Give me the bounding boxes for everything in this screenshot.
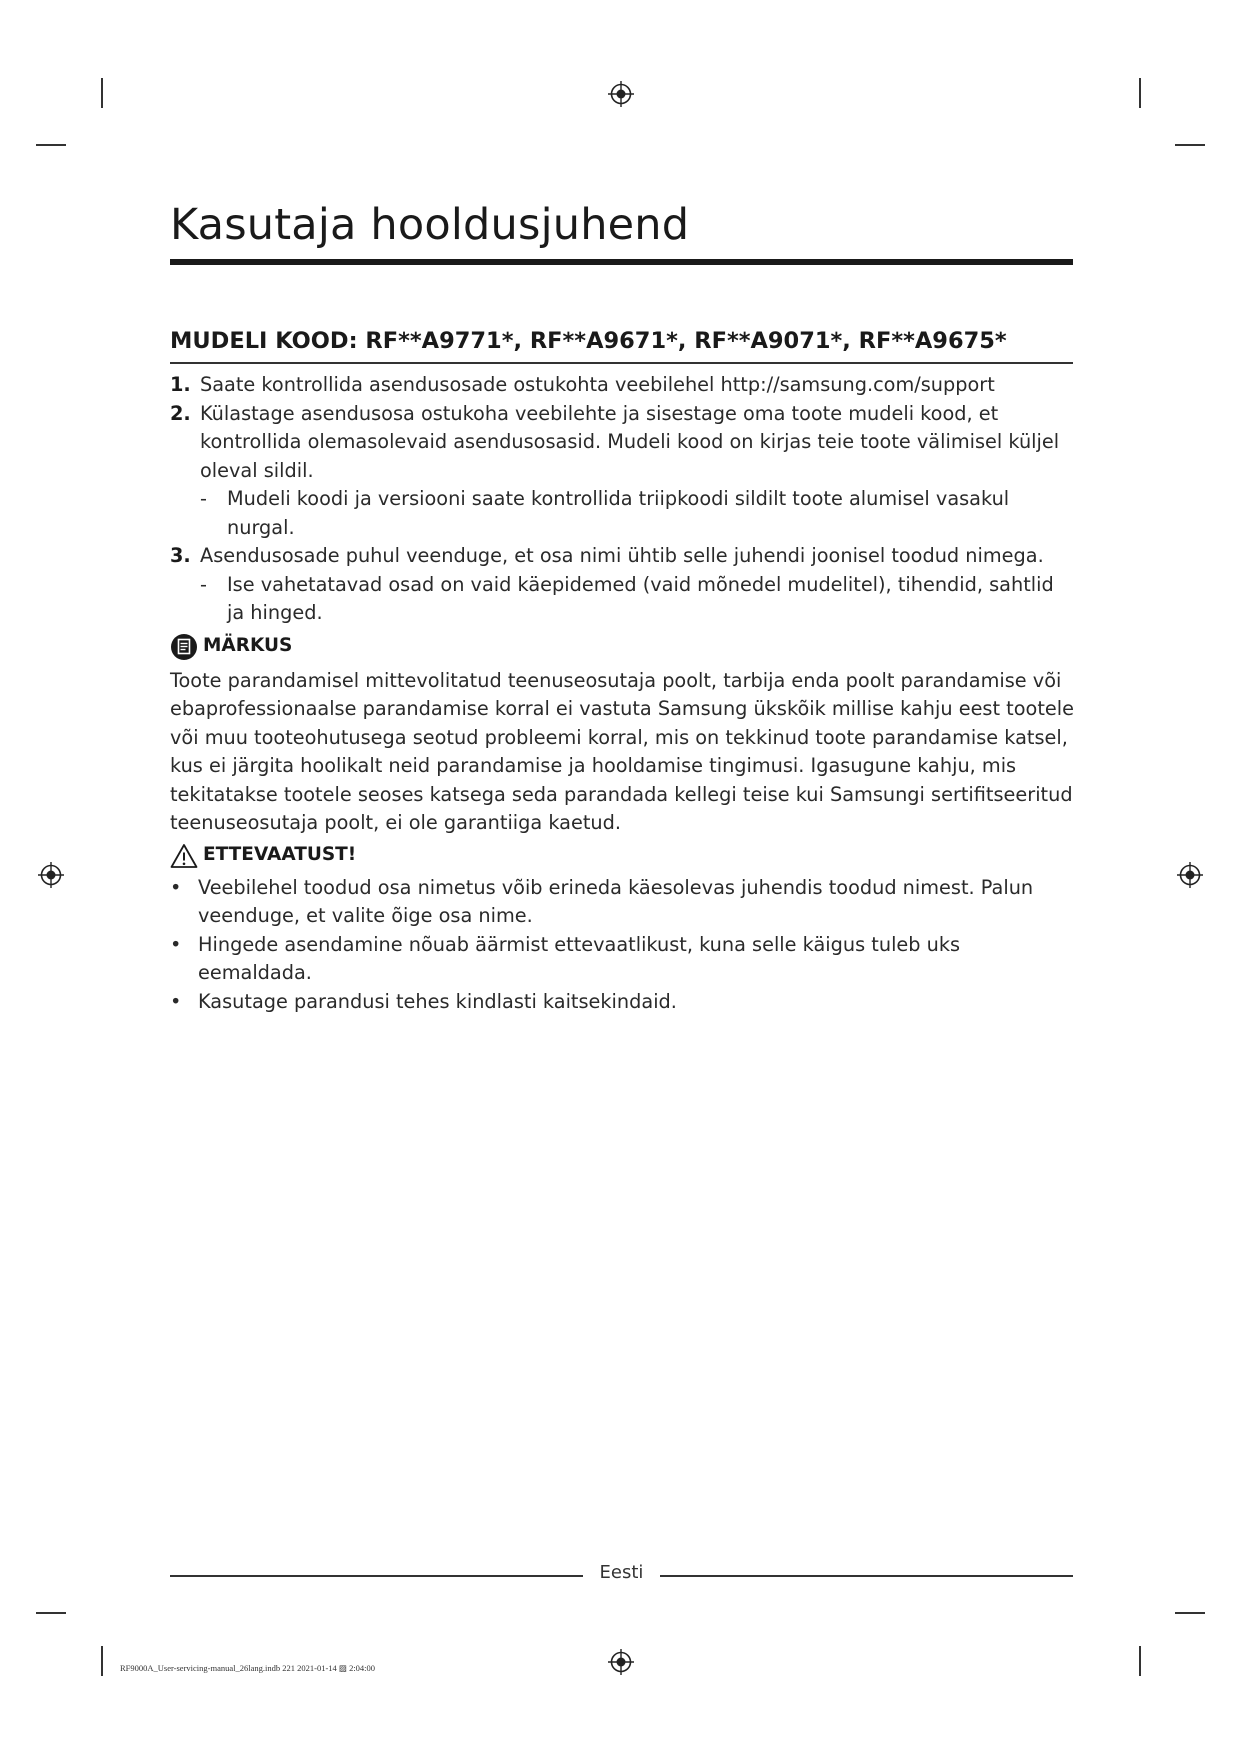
crop-mark-bottom-right	[1139, 1646, 1141, 1676]
crop-mark-top-left	[101, 78, 103, 108]
step-2-subitem	[170, 485, 1075, 542]
footer-language: Eesti	[599, 1562, 644, 1583]
bullet-marker: •	[170, 989, 182, 1013]
crop-mark-top-right	[1139, 78, 1141, 108]
caution-label: ETTEVAATUST!	[203, 844, 357, 866]
note-text: Toote parandamisel mittevolitatud teenuseosutaja poolt, tarbija enda poolt parandamise või ebaprofessionaalse parandamise korral ei vastuta Samsung ükskõik millise kahju eest tootele või muu tooteohutusega seotud probleemi korral, mis on tekkinud toote parandamise katsel, kus ei järgita hoolikalt neid parandamise ja hooldamise tingimusi. Igasugune kahju, mis tekitatakse tootele seoses katsega seda parandada kellegi teise kui Samsungi sertifitseeritud teenuseosutaja poolt, ei ole garantiiga kaetud.	[170, 668, 1074, 834]
crop-mark-bottom-left-h	[36, 1612, 66, 1614]
caution-item-2	[170, 931, 1075, 988]
note-heading	[170, 633, 1075, 661]
step-text: Saate kontrollida asendusosade ostukohta veebilehel http://samsung.com/support	[200, 373, 995, 396]
step-3-subitem	[170, 571, 1075, 628]
section-heading: MUDELI KOOD: RF**A9771*, RF**A9671*, RF**A9071*, RF**A9675*	[170, 328, 1007, 354]
note-label: MÄRKUS	[203, 635, 293, 657]
caution-item-text: Kasutage parandusi tehes kindlasti kaitsekindaid.	[198, 989, 677, 1013]
caution-item-3	[170, 988, 1075, 1017]
subitem-text: Mudeli koodi ja versiooni saate kontrollida triipkoodi sildilt toote alumisel vasakul nurgal.	[227, 487, 1010, 539]
note-icon	[170, 633, 198, 661]
bullet-marker: •	[170, 875, 182, 899]
print-slug: RF9000A_User-servicing-manual_26lang.indb 221 2021-01-14 ▨ 2:04:00	[120, 1663, 376, 1673]
footer-rule-left	[170, 1575, 583, 1577]
crop-mark-bottom-right-h	[1175, 1612, 1205, 1614]
crop-mark-bottom-left	[101, 1646, 103, 1676]
crop-mark-top-left-h	[36, 144, 66, 146]
crop-mark-top-right-h	[1175, 144, 1205, 146]
step-number: 3.	[170, 544, 191, 567]
page-title: Kasutaja hooldusjuhend	[170, 200, 690, 250]
step-3	[170, 542, 1075, 571]
dash-marker: -	[200, 487, 207, 510]
step-1	[170, 371, 1075, 400]
registration-mark-top-icon	[608, 81, 634, 107]
caution-item-text: Hingede asendamine nõuab äärmist ettevaatlikust, kuna selle käigus tuleb uks eemaldada.	[198, 932, 961, 984]
title-rule	[170, 259, 1073, 265]
step-number: 2.	[170, 401, 191, 425]
registration-mark-left-icon	[38, 862, 64, 888]
dash-marker: -	[200, 572, 207, 596]
registration-mark-right-icon	[1177, 862, 1203, 888]
step-number: 1.	[170, 373, 191, 396]
step-text: Külastage asendusosa ostukoha veebilehte ja sisestage oma toote mudeli kood, et kontrollida olemasolevaid asendusosasid. Mudeli kood on kirjas teie toote välimisel küljel oleval sildil.	[200, 401, 1060, 482]
subitem-text: Ise vahetatavad osad on vaid käepidemed (vaid mõnedel mudelitel), tihendid, sahtlid ja hinged.	[227, 572, 1054, 624]
content-body	[170, 371, 1075, 1016]
caution-heading	[170, 842, 1075, 870]
step-text: Asendusosade puhul veenduge, et osa nimi ühtib selle juhendi joonisel toodud nimega.	[200, 544, 1044, 567]
warning-icon	[170, 843, 198, 869]
registration-mark-bottom-icon	[608, 1649, 634, 1675]
bullet-marker: •	[170, 932, 182, 956]
caution-item-1	[170, 874, 1075, 931]
footer-rule-right	[660, 1575, 1073, 1577]
caution-item-text: Veebilehel toodud osa nimetus võib erineda käesolevas juhendis toodud nimest. Palun veenduge, et valite õige osa nime.	[198, 875, 1034, 927]
section-rule	[170, 362, 1073, 364]
step-2	[170, 400, 1075, 486]
